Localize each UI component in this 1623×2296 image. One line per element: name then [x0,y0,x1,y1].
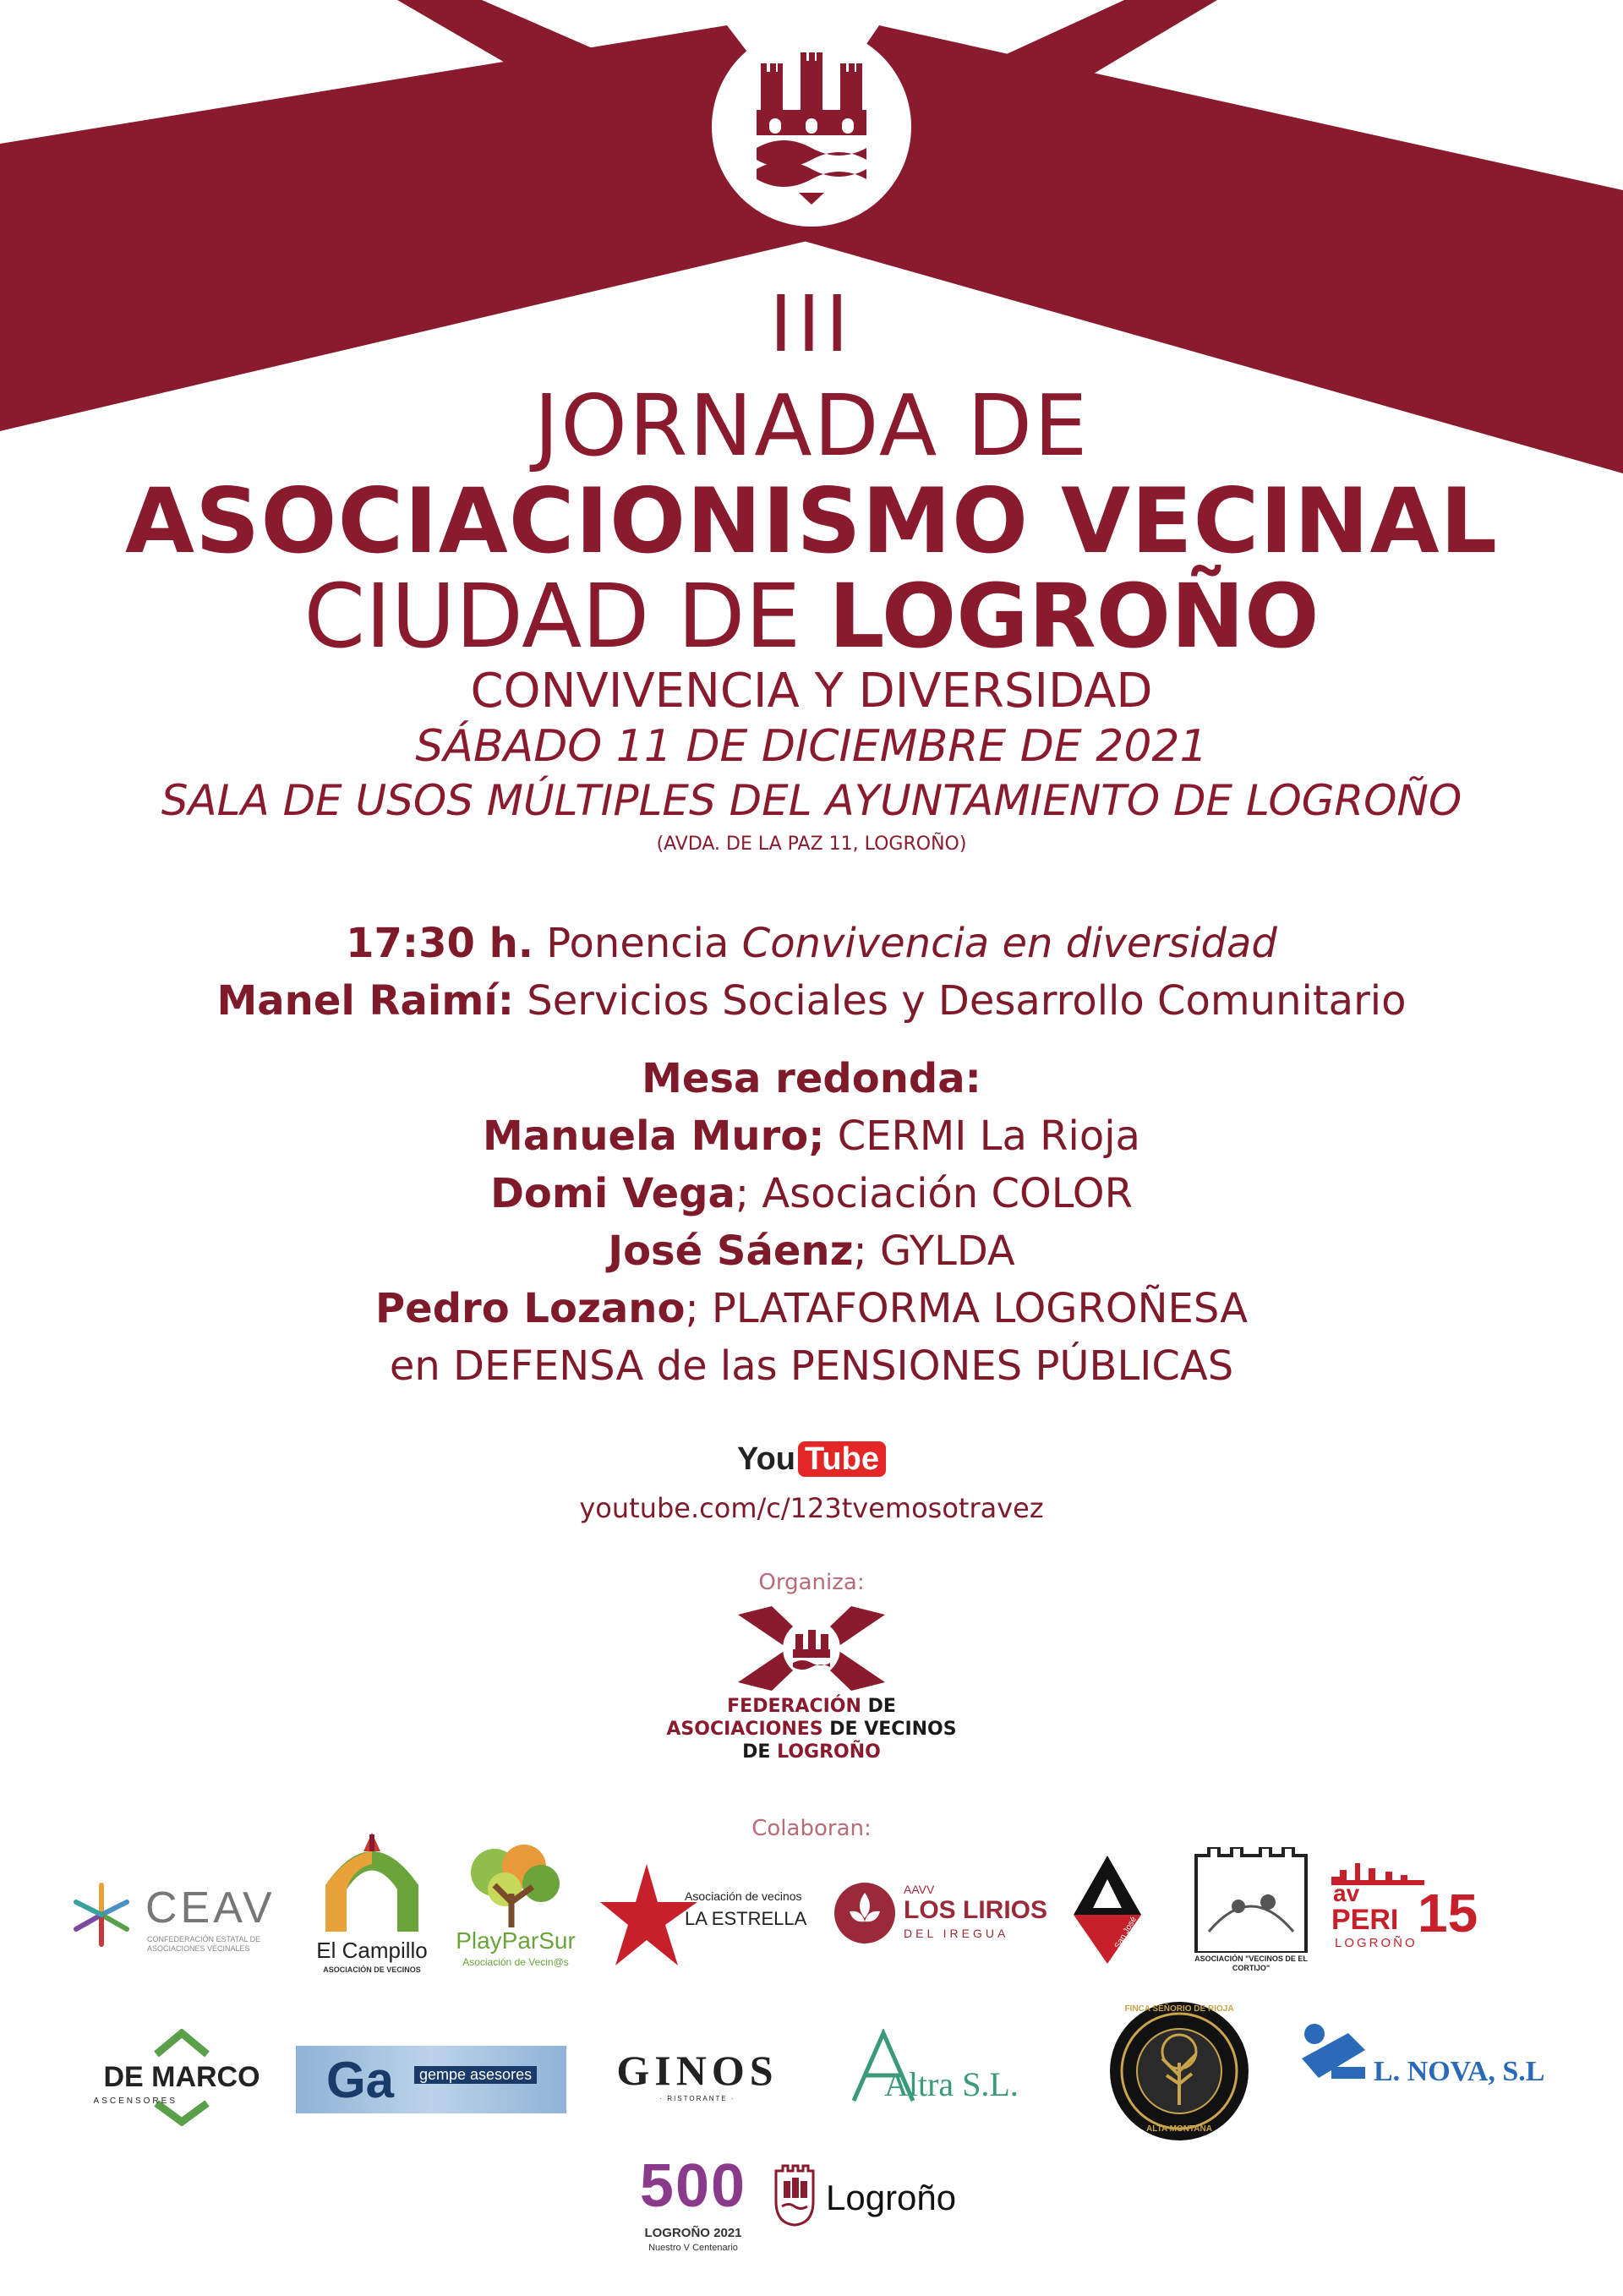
cortijo-castle-icon [1192,1847,1310,1953]
title-line-3 [0,565,1623,668]
de-marco-subtitle: ASCENSORES [93,2096,178,2106]
speaker-name: Manel Raimí: [216,977,514,1025]
youtube-logo-tube: Tube [798,1441,886,1477]
sponsor-ceav [68,1872,296,1957]
youtube-logo[interactable] [0,1441,1623,1478]
ginos-subtitle: · RISTORANTE · [659,2095,735,2102]
campillo-subtitle: ASOCIACIÓN DE VECINOS [323,1965,421,1974]
title-line-2: ASOCIACIONISMO VECINAL [124,469,1499,573]
panel-member [0,1165,1623,1222]
youtube-logo-you: You [737,1441,795,1477]
sponsor-finca-senorio [1107,1999,1251,2143]
panel-member-name: Domi Vega [490,1170,735,1217]
v500-subtitle: Nuestro V Centenario [648,2243,738,2253]
sponsor-altra [845,2029,1065,2113]
program-talk [0,915,1623,972]
panel-member-org: ; PLATAFORMA LOGROÑESA [685,1285,1249,1332]
youtube-url-link[interactable]: youtube.com/c/123tvemosotravez [579,1492,1044,1524]
l-nova-name: L. NOVA, S.L [1374,2056,1545,2087]
title-city: LOGROÑO [828,565,1320,668]
finca-subtitle: ALTA MONTAÑA [1146,2124,1212,2134]
panel-member-name: Pedro Lozano [374,1285,686,1332]
sponsor-el-cortijo [1192,1847,1310,1978]
sponsor-el-campillo [313,1826,431,1978]
de-marco-name: DE MARCO [103,2061,260,2093]
talk-title: Convivencia en diversidad [741,920,1277,967]
speaker-org: Servicios Sociales y Desarrollo Comunitario [514,977,1407,1025]
federation-line-2 [0,1718,1623,1741]
campillo-arch-icon [313,1826,431,1936]
event-date: SÁBADO 11 DE DICIEMBRE DE 2021 [415,721,1208,772]
ceav-star-icon [68,1877,135,1953]
ceav-subtitle: CONFEDERACIÓN ESTATAL DE ASOCIACIONES VECINALES [147,1935,261,1953]
panel-member-continued: en DEFENSA de las PENSIONES PÚBLICAS [389,1342,1234,1390]
v500-label: LOGROÑO 2021 [644,2226,742,2240]
panel-member [0,1107,1623,1165]
organiza-label: Organiza: [758,1570,865,1595]
logrono-shield-icon [773,2164,816,2227]
sponsor-de-marco [93,2029,270,2126]
program-speaker [0,972,1623,1030]
sponsor-gempe [296,2046,566,2113]
lirios-subtitle: DEL IREGUA [904,1927,1009,1940]
sponsor-san-jose [1069,1856,1145,1965]
l-nova-mark-icon [1298,2020,1374,2088]
panel-member-org: CERMI La Rioja [824,1112,1140,1160]
sponsor-playparsur [444,1843,587,1970]
event-address: (AVDA. DE LA PAZ 11, LOGROÑO) [656,834,967,855]
panel-member-name: Manuela Muro; [483,1112,825,1160]
estrella-label: Asociación de vecinos [685,1889,802,1903]
panel-title-text: Mesa redonda: [642,1055,981,1102]
campillo-name: El Campillo [316,1938,428,1963]
panel-member-org: ; Asociación COLOR [735,1170,1133,1217]
edition-numeral: III [769,279,854,369]
federation-line-2-bold: ASOCIACIONES [666,1719,823,1740]
event-subtitle: CONVIVENCIA Y DIVERSIDAD [470,664,1153,719]
altra-name: Altra S.L. [884,2065,1019,2103]
sponsor-ayuntamiento-logrono [773,2164,993,2232]
playparsur-tree-icon [444,1843,587,1927]
gempe-name: gempe asesores [414,2066,537,2084]
federation-line-2-rest: DE VECINOS [822,1719,957,1740]
peri-av: av [1333,1880,1360,1906]
sponsor-la-estrella [600,1864,820,1974]
peri-subtitle: LOGROÑO [1335,1936,1418,1950]
federation-line-3 [0,1741,1623,1763]
colaboran-label: Colaboran: [751,1816,872,1841]
ceav-name: CEAV [145,1883,276,1932]
cortijo-name: ASOCIACIÓN "VECINOS DE EL CORTIJO" [1194,1954,1308,1972]
youtube-icon [737,1441,886,1478]
talk-label: Ponencia [533,920,742,967]
sponsor-l-nova [1298,2020,1545,2105]
peri-number: 15 [1418,1883,1478,1943]
sponsor-ginos [592,2046,803,2113]
ginos-name: GINOS [616,2047,779,2094]
finca-seal-icon [1107,1999,1251,2143]
playparsur-subtitle: Asociación de Vecin@s [462,1956,569,1968]
peri-name: PERI [1331,1904,1399,1936]
federation-line-1-bold: FEDERACIÓN [727,1696,861,1717]
estrella-name: LA ESTRELLA [685,1908,807,1929]
federation-logo-icon [734,1602,889,1695]
san-jose-shield-icon [1069,1856,1145,1965]
lirios-label: AAVV [904,1883,935,1896]
title-line-1: JORNADA DE [533,376,1090,475]
federation-line-1-rest: DE [861,1696,896,1717]
panel-member [0,1222,1623,1280]
panel-member-org: ; GYLDA [853,1227,1015,1275]
panel-member-name: José Sáenz [608,1227,854,1275]
federation-line-1 [0,1695,1623,1718]
sponsor-logrono-500 [626,2151,761,2270]
gempe-ga: Ga [326,2052,395,2108]
lirios-flower-icon [833,1881,897,1945]
v500-number: 500 [639,2152,747,2220]
playparsur-name: PlayParSur [456,1927,576,1954]
panel-member [0,1280,1623,1337]
panel-title [0,1050,1623,1107]
federation-line-3-prefix: DE [742,1741,778,1763]
finca-name: FINCA SEÑORIO DE RIOJA [1124,2004,1234,2014]
sponsor-av-peri-15 [1331,1860,1492,1953]
title-city-prefix: CIUDAD DE [303,565,829,668]
talk-time: 17:30 h. [346,920,534,967]
lirios-name: LOS LIRIOS [904,1896,1048,1924]
event-venue: SALA DE USOS MÚLTIPLES DEL AYUNTAMIENTO DE LOGROÑO [161,776,1462,825]
logrono-name: Logroño [826,2178,957,2217]
federation-line-3-city: LOGROÑO [777,1741,881,1763]
san-jose-name: San José [1112,1915,1139,1951]
sponsor-los-lirios [833,1881,1052,1949]
federation-name [0,1695,1623,1763]
